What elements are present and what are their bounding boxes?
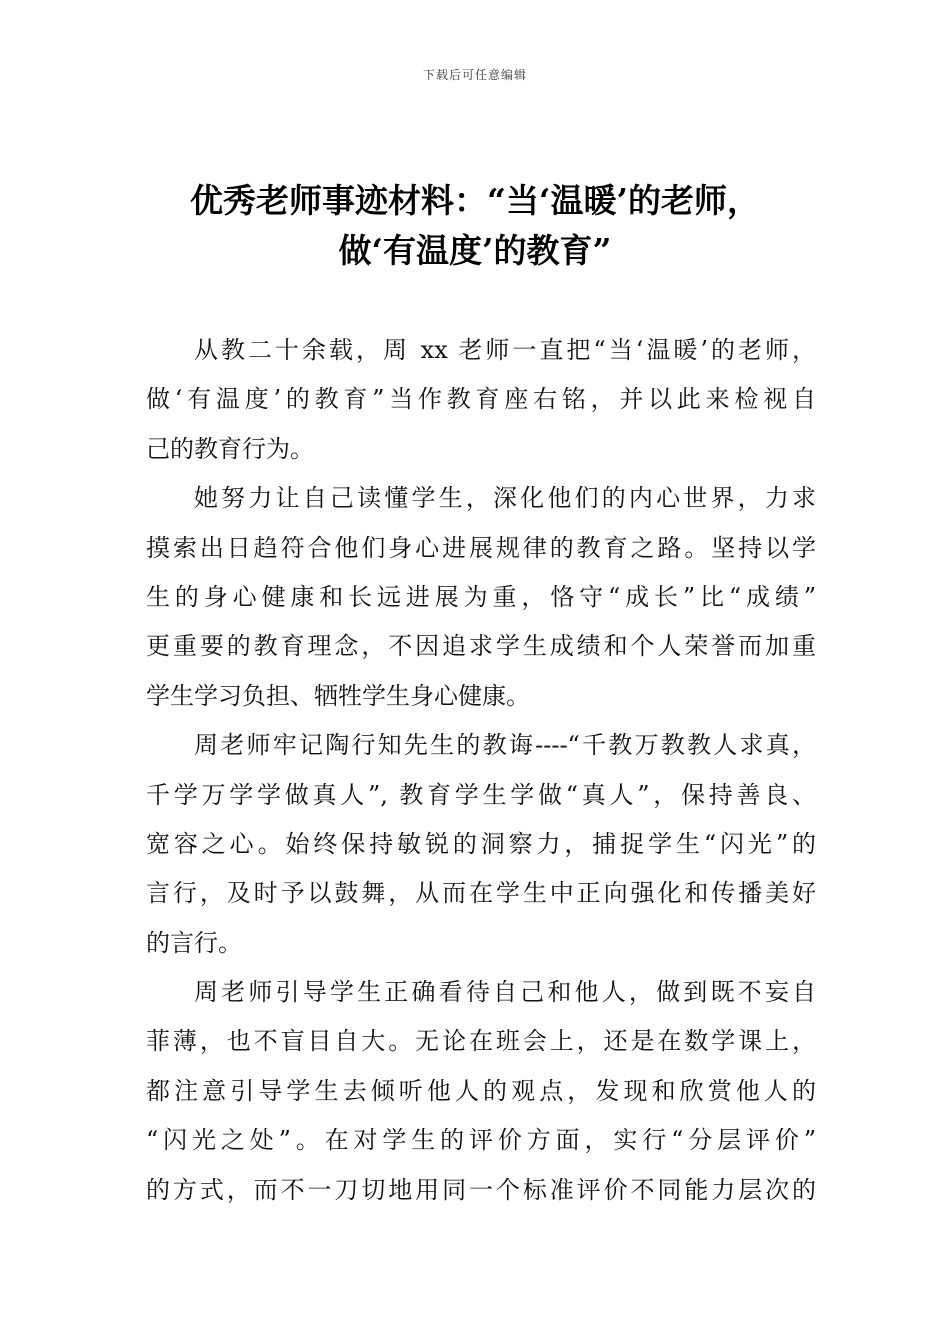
- text-line: 的言行。: [146, 928, 242, 957]
- paragraph-2: [146, 474, 816, 721]
- text-line: 生的身心健康和长远进展为重，恪守“成长”比“成绩”: [146, 582, 816, 611]
- text-line: 摸索出日趋符合他们身心进展规律的教育之路。坚持以学: [146, 533, 816, 562]
- text-line: 更重要的教育理念，不因追求学生成绩和个人荣誉而加重: [146, 632, 816, 661]
- text-line: 周老师引导学生正确看待自己和他人，做到既不妄自: [194, 978, 816, 1007]
- text-line: 做‘有温度’的教育”当作教育座右铭，并以此来检视自: [146, 385, 816, 414]
- text-line: 的方式，而不一刀切地用同一个标准评价不同能力层次的: [146, 1175, 816, 1204]
- text-line: 言行，及时予以鼓舞，从而在学生中正向强化和传播美好: [146, 879, 816, 908]
- text-line: 己的教育行为。: [146, 434, 314, 463]
- text-line: 菲薄，也不盲目自大。无论在班会上，还是在数学课上，: [146, 1027, 816, 1056]
- title-line-1: 优秀老师事迹材料：“当‘温暖’的老师，: [190, 181, 760, 220]
- document-title: [120, 176, 830, 276]
- title-line-2: 做‘有温度’的教育”: [338, 231, 612, 270]
- header-note: 下载后可任意编辑: [422, 68, 527, 82]
- text-line: “闪光之处”。在对学生的评价方面，实行“分层评价”: [146, 1126, 816, 1155]
- text-line: 她努力让自己读懂学生，深化他们的内心世界，力求: [194, 484, 816, 513]
- paragraph-3: [146, 721, 816, 968]
- text-line: 学生学习负担、牺牲学生身心健康。: [146, 681, 530, 710]
- text-line: 都注意引导学生去倾听他人的观点，发现和欣赏他人的: [146, 1076, 816, 1105]
- text-line: 从教二十余载，周 xx 老师一直把“当‘温暖’的老师，: [194, 336, 816, 364]
- text-line: 千学万学学做真人”, 教育学生学做“真人”，保持善良、: [146, 780, 816, 809]
- paragraph-1: [146, 326, 816, 474]
- text-line: 周老师牢记陶行知先生的教诲----“千教万教教人求真，: [194, 731, 816, 760]
- paragraph-4: [146, 968, 816, 1215]
- document-body: [146, 326, 816, 1215]
- text-line: 宽容之心。始终保持敏锐的洞察力，捕捉学生“闪光”的: [146, 829, 816, 858]
